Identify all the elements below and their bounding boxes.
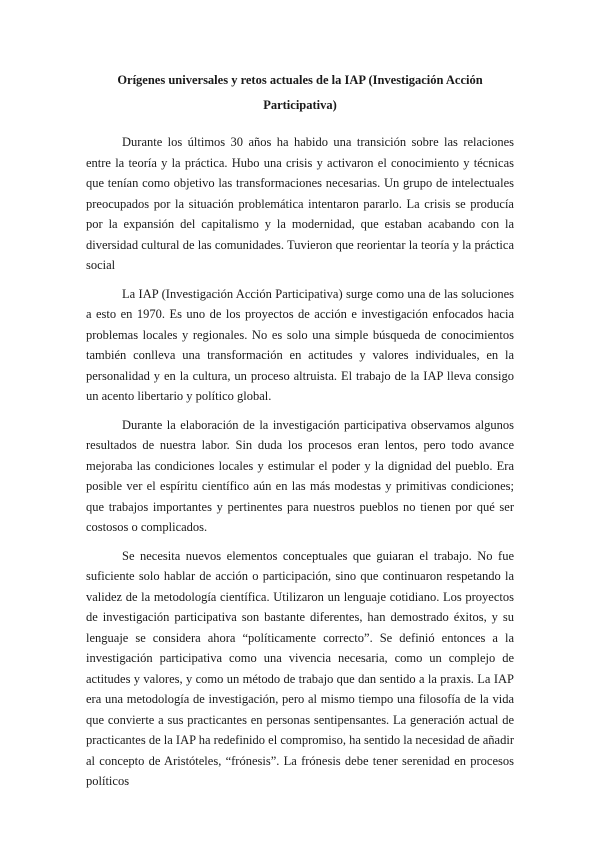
paragraph-2: La IAP (Investigación Acción Participativa) surge como una de las soluciones a esto en 1970. Es uno de los proyectos de acción e investigación enfocados hacia problemas locales y regionales. No es solo una simple búsqueda de conocimientos también conlleva una transformación en actitudes y valores individuales, en la personalidad y en la cultura, un proceso altruista. El trabajo de la IAP lleva consigo un acento libertario y político global. [86, 286, 514, 403]
paragraph-3: Durante la elaboración de la investigación participativa observamos algunos resultados de nuestra labor. Sin duda los procesos eran lentos, pero todo avance mejoraba las condiciones locales y estimular el poder y la dignidad del pueblo. Era posible ver el espíritu científico aún en las más modestas y primitivas condiciones; que trabajos importantes y pertinentes para nuestros pueblos no tienen por qué ser costosos o complicados. [86, 417, 514, 534]
document-title: Orígenes universales y retos actuales de la IAP (Investigación Acción Participativa) [117, 73, 483, 112]
paragraph-4: Se necesita nuevos elementos conceptuales que guiaran el trabajo. No fue suficiente solo hablar de acción o participación, sino que continuaron respetando la validez de la metodología científica. Utilizaron un lenguaje cotidiano. Los proyectos de investigación participativa son bastante diferentes, han demostrado éxitos, y su lenguaje se considera ahora “políticamente correcto”. Se definió entonces a la investigación participativa como una vivencia necesaria, como un complejo de actitudes y valores, y como un método de trabajo que dan sentido a la praxis. La IAP era una metodología de investigación, pero al mismo tiempo una filosofía de la vida que convierte a sus practicantes en personas sentipensantes. La generación actual de practicantes de la IAP ha redefinido el compromiso, ha sentido la necesidad de añadir al concepto de Aristóteles, “frónesis”. La frónesis debe tener serenidad en procesos políticos [86, 548, 514, 788]
paragraph-1: Durante los últimos 30 años ha habido una transición sobre las relaciones entre la teoría y la práctica. Hubo una crisis y activaron el conocimiento y técnicas que tenían como objetivo las transformaciones necesarias. Un grupo de intelectuales preocupados por la situación problemática intentaron pararlo. La crisis se producía por la expansión del capitalismo y la modernidad, que estaban acabando con la diversidad cultural de las comunidades. Tuvieron que reorientar la teoría y la práctica social [86, 135, 514, 272]
